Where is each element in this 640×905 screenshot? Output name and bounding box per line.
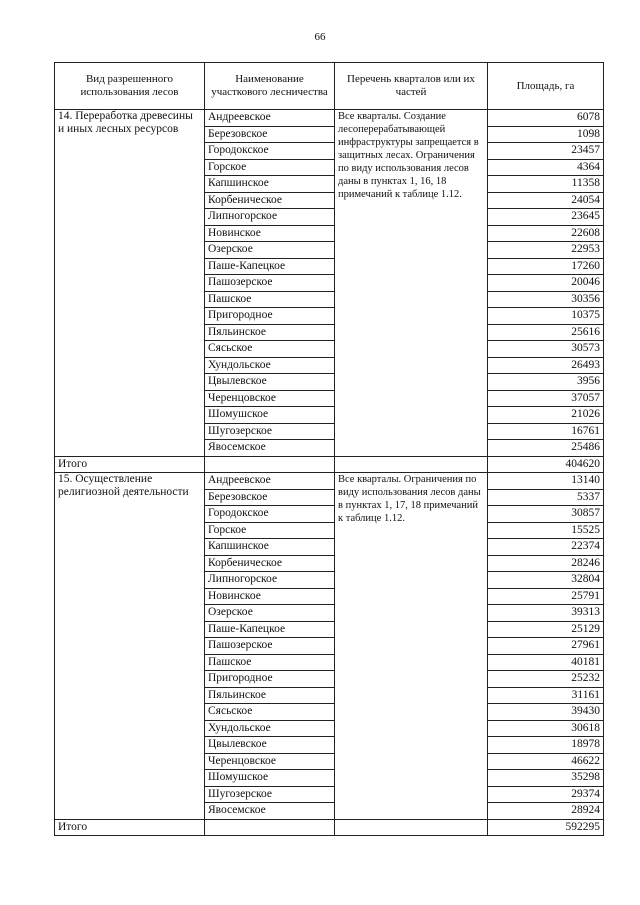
forestry-name-cell: Цвылевское xyxy=(205,374,335,391)
area-cell: 37057 xyxy=(488,390,604,407)
area-cell: 17260 xyxy=(488,258,604,275)
forestry-name-cell: Городокское xyxy=(205,143,335,160)
forestry-name-cell: Березовское xyxy=(205,126,335,143)
area-cell: 25129 xyxy=(488,621,604,638)
area-cell: 28924 xyxy=(488,803,604,820)
forestry-name-cell: Корбеническое xyxy=(205,555,335,572)
forestry-name-cell: Цвылевское xyxy=(205,737,335,754)
use-type-cell: 15. Осуществление религиозной деятельности xyxy=(55,473,205,820)
table-header-row xyxy=(55,63,604,110)
forestry-name-cell: Новинское xyxy=(205,588,335,605)
area-cell: 6078 xyxy=(488,110,604,127)
forestry-name-cell: Хундольское xyxy=(205,720,335,737)
area-cell: 35298 xyxy=(488,770,604,787)
forest-use-table xyxy=(54,62,604,836)
area-cell: 1098 xyxy=(488,126,604,143)
header-forestry-name: Наименование участкового лесничества xyxy=(205,63,335,110)
forestry-name-cell: Явосемское xyxy=(205,803,335,820)
area-cell: 23457 xyxy=(488,143,604,160)
forestry-name-cell: Андреевское xyxy=(205,110,335,127)
forestry-name-cell: Явосемское xyxy=(205,440,335,457)
forestry-name-cell: Капшинское xyxy=(205,539,335,556)
forestry-name-cell: Капшинское xyxy=(205,176,335,193)
total-row xyxy=(55,456,604,473)
forestry-name-cell: Городокское xyxy=(205,506,335,523)
forestry-name-cell: Пяльинское xyxy=(205,324,335,341)
table-row xyxy=(55,110,604,127)
forestry-name-cell: Паше-Капецкое xyxy=(205,621,335,638)
total-empty-list xyxy=(335,456,488,473)
forestry-name-cell: Пашозерское xyxy=(205,275,335,292)
area-cell: 26493 xyxy=(488,357,604,374)
area-cell: 15525 xyxy=(488,522,604,539)
area-cell: 20046 xyxy=(488,275,604,292)
area-cell: 16761 xyxy=(488,423,604,440)
area-cell: 4364 xyxy=(488,159,604,176)
area-cell: 22608 xyxy=(488,225,604,242)
header-area: Площадь, га xyxy=(488,63,604,110)
area-cell: 28246 xyxy=(488,555,604,572)
total-label: Итого xyxy=(55,456,205,473)
forestry-name-cell: Черенцовское xyxy=(205,753,335,770)
total-row xyxy=(55,819,604,836)
area-cell: 25616 xyxy=(488,324,604,341)
area-cell: 21026 xyxy=(488,407,604,424)
area-cell: 24054 xyxy=(488,192,604,209)
area-cell: 31161 xyxy=(488,687,604,704)
area-cell: 10375 xyxy=(488,308,604,325)
header-use-type: Вид разрешенного использования лесов xyxy=(55,63,205,110)
area-cell: 11358 xyxy=(488,176,604,193)
area-cell: 30857 xyxy=(488,506,604,523)
page-number: 66 xyxy=(314,31,326,43)
forestry-name-cell: Корбеническое xyxy=(205,192,335,209)
forestry-name-cell: Озерское xyxy=(205,242,335,259)
area-cell: 18978 xyxy=(488,737,604,754)
area-cell: 25486 xyxy=(488,440,604,457)
forestry-name-cell: Шомушское xyxy=(205,407,335,424)
table-body xyxy=(55,110,604,836)
forestry-name-cell: Березовское xyxy=(205,489,335,506)
total-label: Итого xyxy=(55,819,205,836)
forestry-name-cell: Шомушское xyxy=(205,770,335,787)
forestry-name-cell: Горское xyxy=(205,522,335,539)
area-cell: 27961 xyxy=(488,638,604,655)
area-cell: 30573 xyxy=(488,341,604,358)
total-empty-name xyxy=(205,456,335,473)
area-cell: 32804 xyxy=(488,572,604,589)
table-row xyxy=(55,473,604,490)
area-cell: 23645 xyxy=(488,209,604,226)
area-cell: 3956 xyxy=(488,374,604,391)
area-cell: 25232 xyxy=(488,671,604,688)
area-cell: 46622 xyxy=(488,753,604,770)
forestry-name-cell: Хундольское xyxy=(205,357,335,374)
forestry-name-cell: Сясьское xyxy=(205,341,335,358)
area-cell: 39313 xyxy=(488,605,604,622)
use-type-cell: 14. Переработка древесины и иных лесных ресурсов xyxy=(55,110,205,457)
area-cell: 5337 xyxy=(488,489,604,506)
area-cell: 22374 xyxy=(488,539,604,556)
forestry-name-cell: Липногорское xyxy=(205,209,335,226)
forestry-name-cell: Пашское xyxy=(205,291,335,308)
forestry-name-cell: Пяльинское xyxy=(205,687,335,704)
area-cell: 22953 xyxy=(488,242,604,259)
area-cell: 25791 xyxy=(488,588,604,605)
total-empty-list xyxy=(335,819,488,836)
forestry-name-cell: Пашское xyxy=(205,654,335,671)
area-cell: 40181 xyxy=(488,654,604,671)
total-empty-name xyxy=(205,819,335,836)
header-quarters-list: Перечень кварталов или их частей xyxy=(335,63,488,110)
forestry-name-cell: Пашозерское xyxy=(205,638,335,655)
area-cell: 39430 xyxy=(488,704,604,721)
forestry-name-cell: Пригородное xyxy=(205,671,335,688)
total-area: 404620 xyxy=(488,456,604,473)
area-cell: 30618 xyxy=(488,720,604,737)
forestry-name-cell: Сясьское xyxy=(205,704,335,721)
forestry-name-cell: Андреевское xyxy=(205,473,335,490)
forestry-name-cell: Горское xyxy=(205,159,335,176)
forestry-name-cell: Пригородное xyxy=(205,308,335,325)
area-cell: 30356 xyxy=(488,291,604,308)
quarters-note-cell: Все кварталы. Создание лесоперерабатывающей инфраструктуры запрещается в защитных лесах. Ограничения по виду использования лесов даны в пунктах 1, 16, 18 примечаний к таблице 1.12. xyxy=(335,110,488,457)
forestry-name-cell: Паше-Капецкое xyxy=(205,258,335,275)
quarters-note-cell: Все кварталы. Ограничения по виду использования лесов даны в пунктах 1, 17, 18 примечаний к таблице 1.12. xyxy=(335,473,488,820)
forestry-name-cell: Липногорское xyxy=(205,572,335,589)
total-area: 592295 xyxy=(488,819,604,836)
forestry-name-cell: Шугозерское xyxy=(205,423,335,440)
forestry-name-cell: Черенцовское xyxy=(205,390,335,407)
area-cell: 29374 xyxy=(488,786,604,803)
area-cell: 13140 xyxy=(488,473,604,490)
forestry-name-cell: Шугозерское xyxy=(205,786,335,803)
forestry-name-cell: Новинское xyxy=(205,225,335,242)
forestry-name-cell: Озерское xyxy=(205,605,335,622)
